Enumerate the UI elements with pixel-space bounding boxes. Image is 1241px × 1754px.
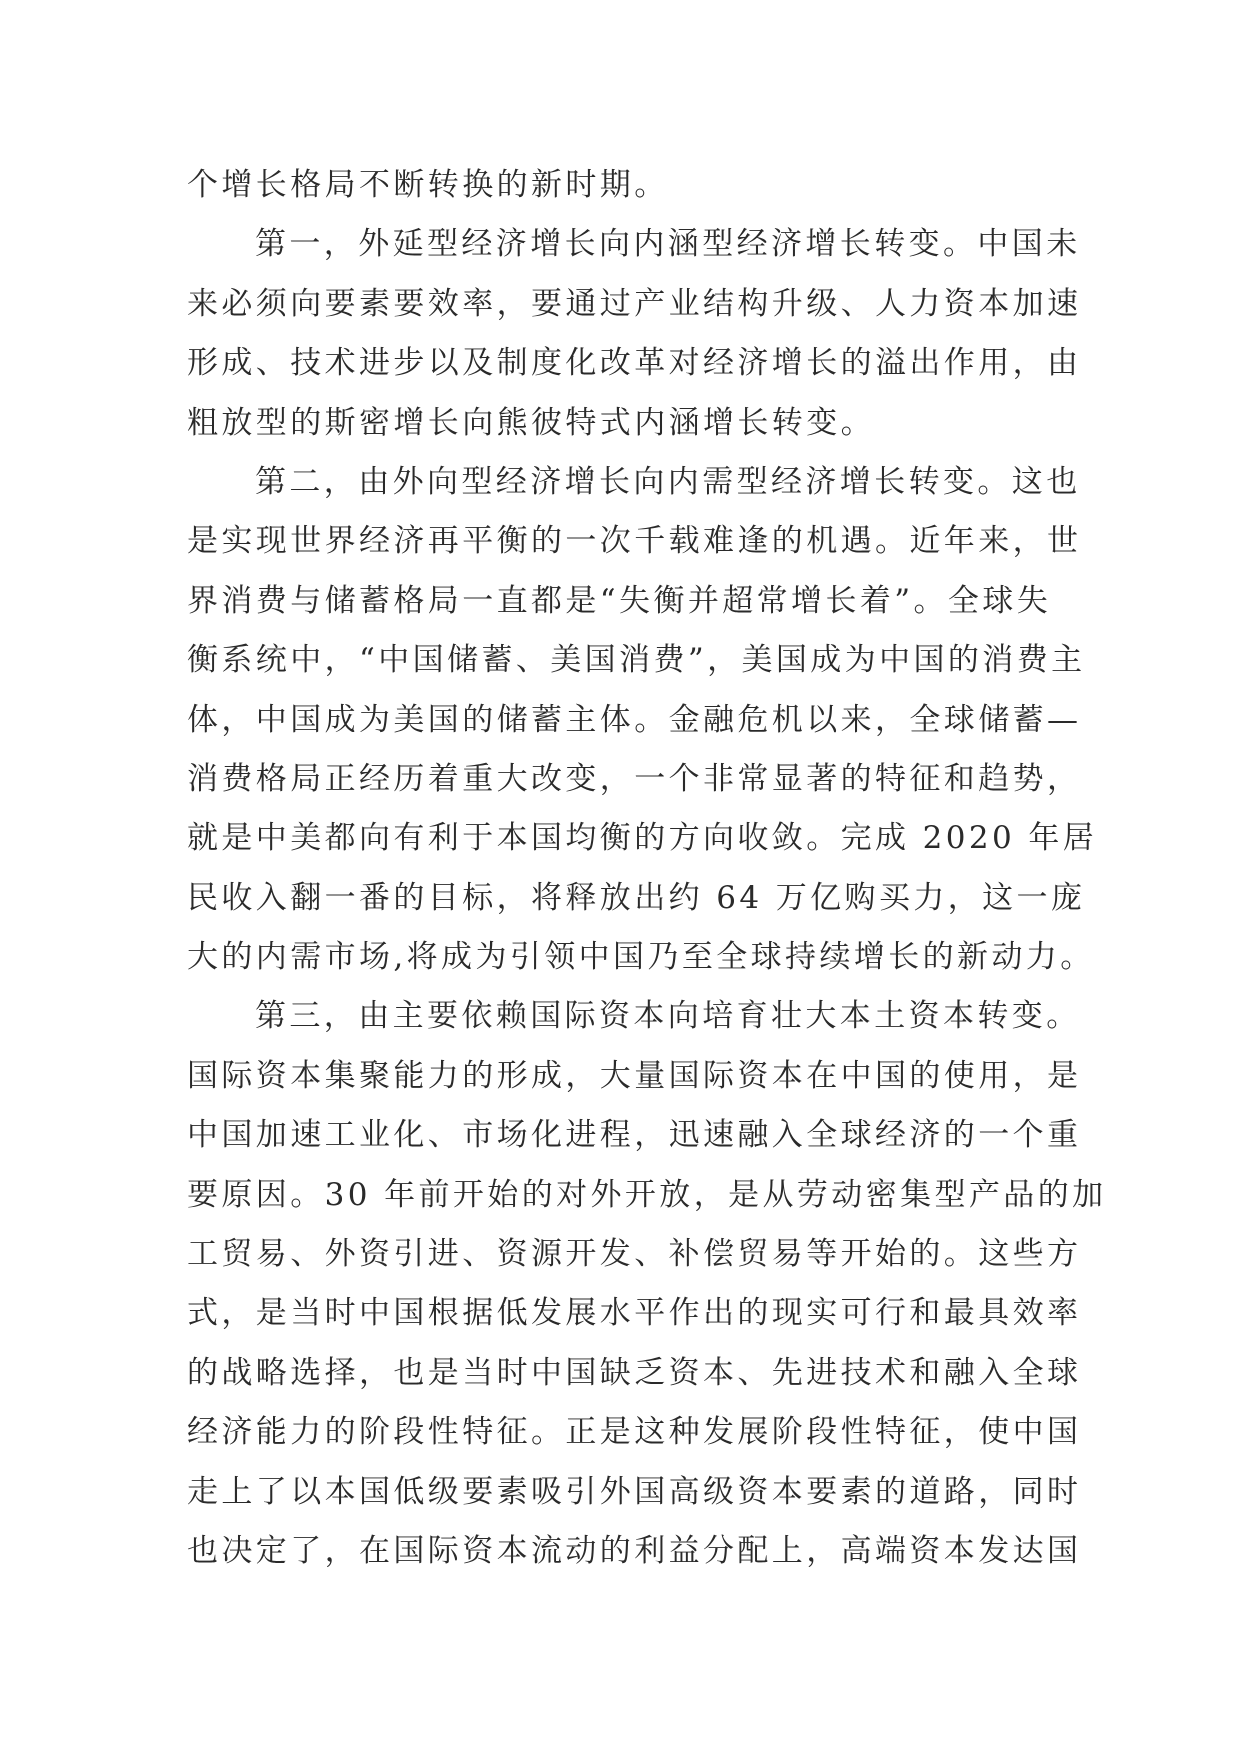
text-line: 工贸易、外资引进、资源开发、补偿贸易等开始的。这些方 — [187, 1236, 1082, 1273]
text-line: 也决定了，在国际资本流动的利益分配上，高端资本发达国 — [187, 1532, 1082, 1569]
paragraph-first-line: 第二，由外向型经济增长向内需型经济增长转变。这也 — [255, 463, 1081, 500]
text-line: 就是中美都向有利于本国均衡的方向收敛。完成 2020 年居 — [187, 820, 1098, 857]
text-line: 民收入翻一番的目标，将释放出约 64 万亿购买力，这一庞 — [187, 879, 1086, 916]
text-line: 的战略选择，也是当时中国缺乏资本、先进技术和融入全球 — [187, 1354, 1082, 1391]
text-line: 是实现世界经济再平衡的一次千载难逢的机遇。近年来，世 — [187, 523, 1082, 560]
text-line: 式，是当时中国根据低发展水平作出的现实可行和最具效率 — [187, 1295, 1082, 1332]
paragraph-first-line: 第一，外延型经济增长向内涵型经济增长转变。中国未 — [255, 226, 1081, 263]
text-line: 粗放型的斯密增长向熊彼特式内涵增长转变。 — [187, 404, 875, 441]
text-line: 经济能力的阶段性特征。正是这种发展阶段性特征，使中国 — [187, 1414, 1082, 1451]
text-line: 界消费与储蓄格局一直都是“失衡并超常增长着”。全球失 — [187, 582, 1052, 619]
paragraph-first-line: 第三，由主要依赖国际资本向培育壮大本土资本转变。 — [255, 998, 1081, 1035]
text-line: 个增长格局不断转换的新时期。 — [187, 167, 669, 203]
body-text — [187, 156, 1107, 1581]
text-line: 大的内需市场,将成为引领中国乃至全球持续增长的新动力。 — [187, 939, 1095, 976]
text-line: 要原因。30 年前开始的对外开放，是从劳动密集型产品的加 — [187, 1176, 1107, 1213]
text-line: 走上了以本国低级要素吸引外国高级资本要素的道路，同时 — [187, 1473, 1082, 1510]
text-line: 来必须向要素要效率，要通过产业结构升级、人力资本加速 — [187, 285, 1082, 322]
text-line: 中国加速工业化、市场化进程，迅速融入全球经济的一个重 — [187, 1117, 1082, 1154]
text-line: 消费格局正经历着重大改变，一个非常显著的特征和趋势， — [187, 760, 1082, 797]
text-line: 形成、技术进步以及制度化改革对经济增长的溢出作用，由 — [187, 345, 1082, 382]
text-line: 衡系统中，“中国储蓄、美国消费”，美国成为中国的消费主 — [187, 642, 1086, 679]
text-line: 国际资本集聚能力的形成，大量国际资本在中国的使用，是 — [187, 1057, 1082, 1094]
text-line: 体，中国成为美国的储蓄主体。金融危机以来，全球储蓄— — [187, 701, 1082, 738]
